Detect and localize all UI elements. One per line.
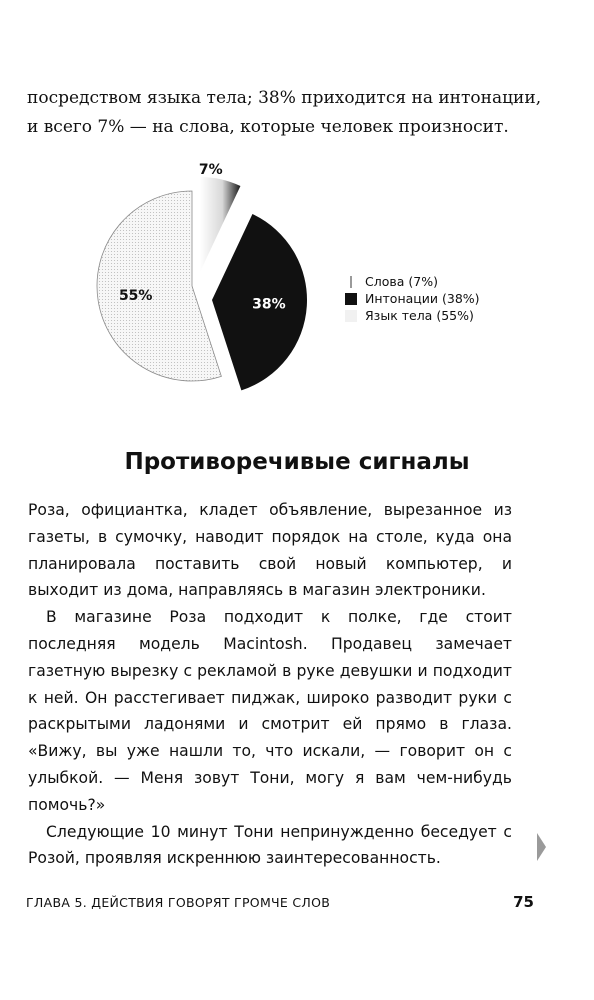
legend-swatch-words bbox=[350, 276, 352, 288]
paragraph: В магазине Роза подходит к полке, где стоит последняя модель Macintosh. Продавец замечает газетную вырезку с рекламой в руке девушки и подходит к ней. Он расстегивает пиджак, широко разводит руки с раскрытыми ладонями и смотрит ей прямо в глаза. «Вижу, вы уже нашли то, что искали, — говорит он с улыбкой. — Меня зовут Тони, могу я вам чем-нибудь помочь?» bbox=[28, 608, 512, 814]
page-number: 75 bbox=[513, 893, 534, 911]
intro-line: посредством языка тела; 38% приходится на интонации, bbox=[27, 88, 542, 108]
paragraph: Следующие 10 минут Тони непринужденно беседует с Розой, проявляя искреннюю заинтересованность. bbox=[28, 822, 512, 868]
chapter-title: ГЛАВА 5. ДЕЙСТВИЯ ГОВОРЯТ ГРОМЧЕ СЛОВ bbox=[26, 895, 331, 910]
legend-swatch-intonation bbox=[345, 293, 357, 305]
legend-label: Язык тела (55%) bbox=[365, 308, 474, 323]
legend-swatch-body bbox=[345, 310, 357, 322]
body-text bbox=[28, 497, 512, 872]
pie-data-label: 38% bbox=[252, 296, 286, 313]
intro-line: и всего 7% — на слова, которые человек произносит. bbox=[27, 117, 509, 137]
page-footer bbox=[26, 893, 534, 911]
pie-chart bbox=[80, 160, 320, 410]
page-edge-arrow-icon bbox=[537, 833, 546, 861]
paragraph: Роза, официантка, кладет объявление, вырезанное из газеты, в сумочку, наводит порядок на столе, куда она планировала поставить свой новый компьютер, и выходит из дома, направляясь в магазин электроники. bbox=[28, 501, 512, 600]
pie-data-label: 7% bbox=[198, 162, 223, 178]
pie-data-label: 55% bbox=[118, 287, 153, 304]
legend-item-words bbox=[345, 273, 480, 290]
legend-label: Интонации (38%) bbox=[365, 291, 480, 306]
legend-item-intonation bbox=[345, 290, 480, 307]
intro-text bbox=[27, 84, 547, 142]
legend-label: Слова (7%) bbox=[365, 274, 438, 289]
chart-legend bbox=[345, 273, 480, 324]
section-heading: Противоречивые сигналы bbox=[124, 449, 470, 475]
legend-item-body bbox=[345, 307, 480, 324]
